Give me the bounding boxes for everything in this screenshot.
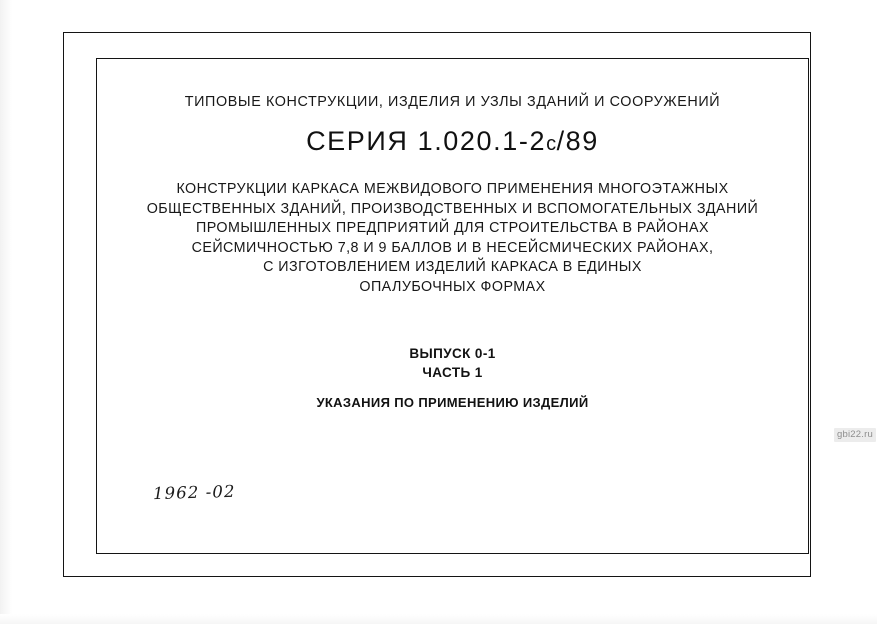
series-heading bbox=[96, 126, 809, 157]
document-description bbox=[96, 180, 809, 298]
document-kicker: ТИПОВЫЕ КОНСТРУКЦИИ, ИЗДЕЛИЯ И УЗЛЫ ЗДАНИЙ И СООРУЖЕНИЙ bbox=[184, 94, 721, 110]
description-line: С ИЗГОТОВЛЕНИЕМ ИЗДЕЛИЙ КАРКАСА В ЕДИНЫХ bbox=[263, 259, 642, 276]
document-subject: УКАЗАНИЯ ПО ПРИМЕНЕНИЮ ИЗДЕЛИЙ bbox=[316, 395, 589, 410]
description-line: КОНСТРУКЦИИ КАРКАСА МЕЖВИДОВОГО ПРИМЕНЕНИЯ МНОГОЭТАЖНЫХ bbox=[176, 181, 729, 197]
title-page-content bbox=[96, 58, 809, 554]
issue-number: ВЫПУСК 0-1 bbox=[409, 346, 496, 361]
description-line: ОПАЛУБОЧНЫХ ФОРМАХ bbox=[359, 278, 546, 295]
part-number: ЧАСТЬ 1 bbox=[422, 365, 483, 380]
scan-edge-shadow-bottom bbox=[0, 614, 877, 624]
scan-edge-shadow-left bbox=[0, 0, 12, 624]
site-watermark: gbi22.ru bbox=[834, 428, 876, 442]
description-line: СЕЙСМИЧНОСТЬЮ 7,8 И 9 БАЛЛОВ И В НЕСЕЙСМИЧЕСКИХ РАЙОНАХ, bbox=[191, 239, 714, 256]
description-line: ОБЩЕСТВЕННЫХ ЗДАНИЙ, ПРОИЗВОДСТВЕННЫХ И ВСПОМОГАТЕЛЬНЫХ ЗДАНИЙ bbox=[146, 200, 759, 217]
series-year: /89 bbox=[556, 126, 599, 156]
issue-block bbox=[96, 344, 809, 382]
handwritten-date: 1962 -02 bbox=[152, 481, 236, 504]
description-line: ПРОМЫШЛЕННЫХ ПРЕДПРИЯТИЙ ДЛЯ СТРОИТЕЛЬСТВА В РАЙОНАХ bbox=[196, 220, 709, 237]
series-letter: с bbox=[546, 133, 557, 155]
series-number: СЕРИЯ 1.020.1-2 bbox=[306, 126, 547, 156]
